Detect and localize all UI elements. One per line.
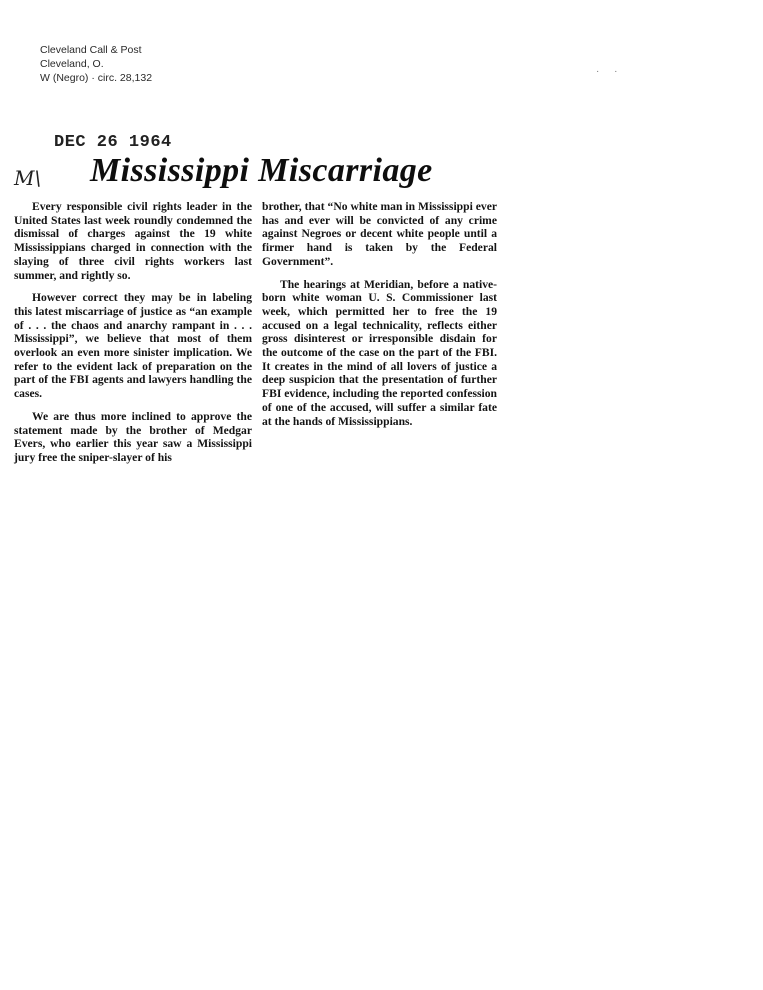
stray-marks: · · [596, 66, 624, 77]
source-circulation: W (Negro) · circ. 28,132 [40, 72, 153, 84]
paragraph: The hearings at Meridian, before a native-born white woman U. S. Commissioner last week, which permitted her to free the 19 accused on a legal technicality, reflects either gross disinterest or irresponsible disdain for the outcome of the case on the part of the FBI. It creates in the mind of all lovers of justice a deep suspicion that the presentation of further FBI evidence, including the reported confession of one of the accused, will suffer a similar fate at the hands of Mississippians. [262, 277, 497, 428]
handwritten-mark: M\ [14, 166, 42, 190]
article-headline: Mississippi Miscarriage [90, 152, 433, 189]
date-stamp: DEC 26 1964 [54, 133, 172, 152]
article-column-left [14, 200, 252, 474]
source-newspaper-name: Cleveland Call & Post [40, 44, 142, 56]
paragraph: However correct they may be in labeling this latest miscarriage of justice as “an example of . . . the chaos and anarchy rampant in . . . Mississippi”, we believe that most of them overlook an even more sinister implication. We refer to the evident lack of preparation on the part of the FBI agents and lawyers handling the cases. [14, 291, 252, 401]
source-city: Cleveland, O. [40, 58, 104, 70]
paragraph: Every responsible civil rights leader in the United States last week roundly condemned the dismissal of charges against the 19 white Mississippians charged in connection with the slaying of three civil rights workers last summer, and rightly so. [14, 200, 252, 282]
source-info [40, 43, 152, 85]
article-column-right [262, 200, 497, 437]
paragraph: We are thus more inclined to approve the statement made by the brother of Medgar Evers, who earlier this year saw a Mississippi jury free the sniper-slayer of his [14, 409, 252, 464]
paragraph-continued: brother, that “No white man in Mississippi ever has and ever will be convicted of any crime against Negroes or decent white people until a firmer hand is taken by the Federal Government”. [262, 200, 497, 268]
